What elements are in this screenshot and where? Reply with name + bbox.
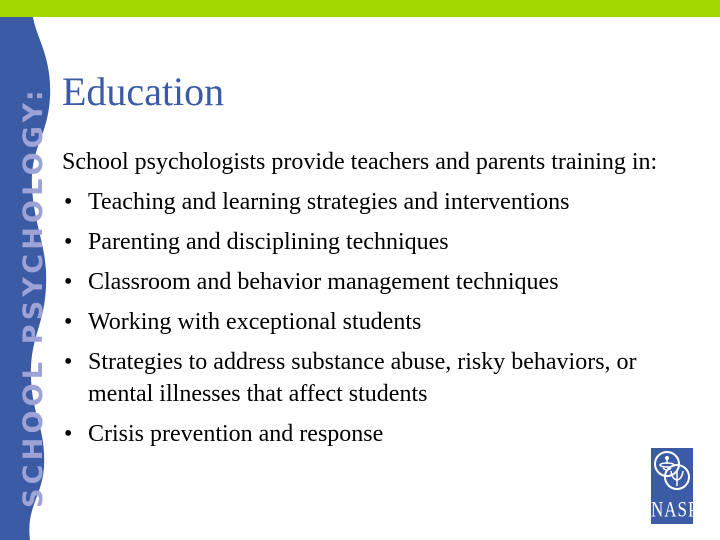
bullet-icon: • (64, 189, 73, 215)
nasp-logo (651, 448, 699, 524)
bullet-icon: • (64, 269, 73, 295)
nasp-emblem-icon (651, 448, 693, 500)
bullet-icon: • (64, 229, 73, 255)
list-item (62, 266, 682, 298)
bullet-icon: • (64, 421, 73, 447)
slide-title: Education (62, 69, 225, 114)
list-item (62, 306, 682, 338)
list-item-text: Parenting and disciplining techniques (88, 229, 449, 255)
list-item (62, 418, 682, 450)
list-item-text: Teaching and learning strategies and interventions (88, 189, 570, 215)
list-item (62, 346, 682, 410)
bullet-icon: • (64, 309, 73, 335)
sidebar-vertical-label (0, 17, 49, 540)
list-item (62, 226, 682, 258)
slide-body (62, 146, 682, 458)
intro-text: School psychologists provide teachers and parents training in: (62, 149, 658, 175)
list-item-text: Crisis prevention and response (88, 421, 384, 447)
list-item (62, 186, 682, 218)
bullet-list (62, 186, 682, 450)
sidebar-text: SCHOOL PSYCHOLOGY: (18, 86, 49, 508)
bullet-icon: • (64, 349, 73, 375)
list-item-text: Strategies to address substance abuse, risky behaviors, or mental illnesses that affect students (88, 349, 637, 407)
list-item-text: Classroom and behavior management techniques (88, 269, 559, 295)
nasp-logo-text: NASP (651, 497, 699, 522)
top-accent-bar (0, 0, 720, 17)
list-item-text: Working with exceptional students (88, 309, 422, 335)
